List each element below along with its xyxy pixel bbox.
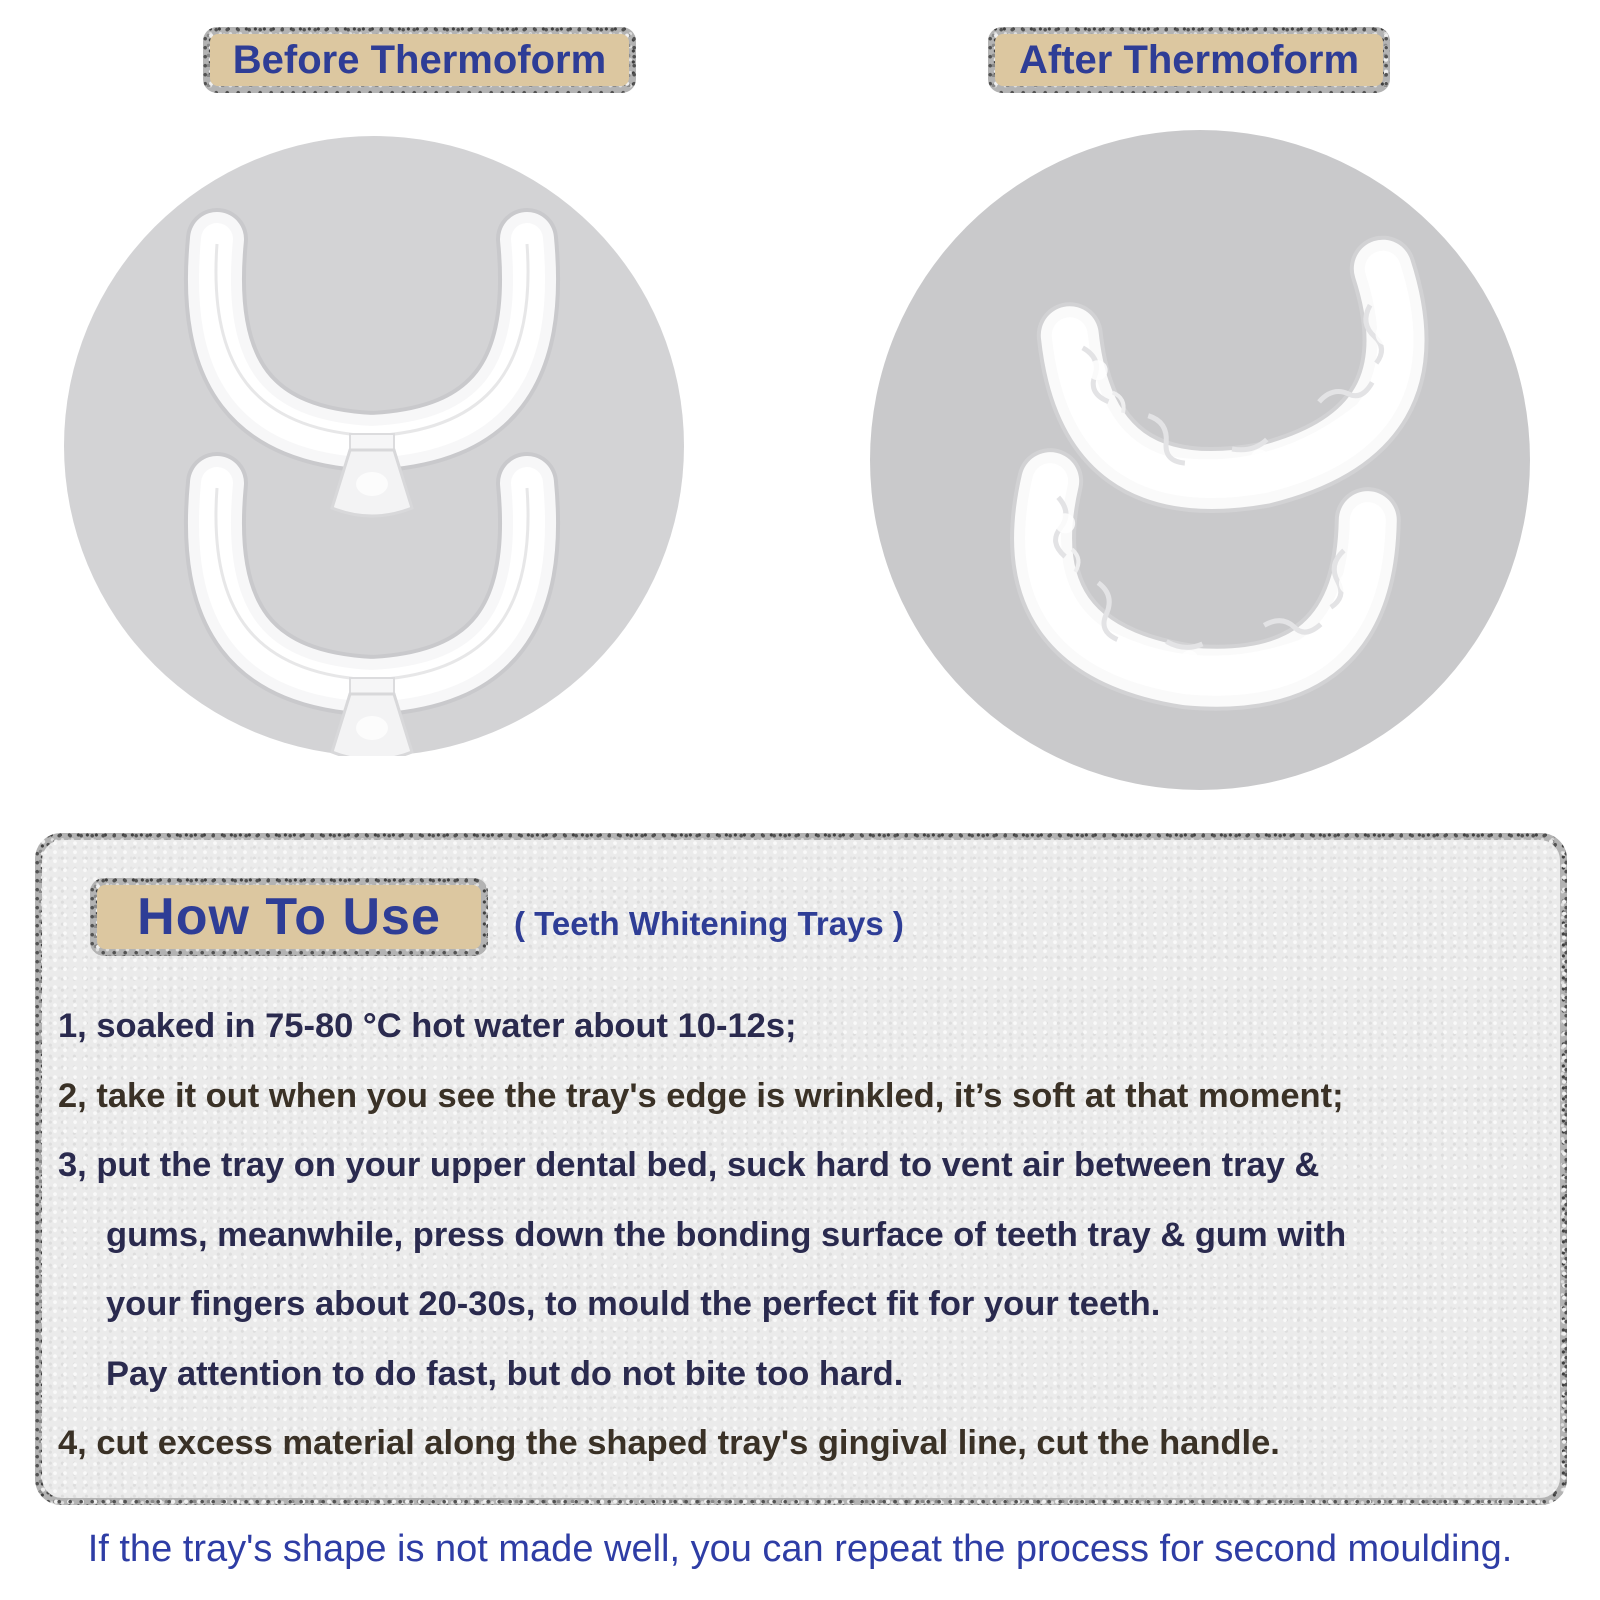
how-to-use-title: How To Use: [97, 885, 481, 949]
how-to-use-panel: [35, 833, 1567, 1505]
after-trays-illustration: [870, 130, 1530, 790]
repeat-process-note: If the tray's shape is not made well, you can repeat the process for second moulding.: [87, 1528, 1513, 1570]
instruction-step: 2, take it out when you see the tray's edge is wrinkled, it’s soft at that moment;: [58, 1076, 1344, 1115]
after-thermoform-label-text: After Thermoform: [995, 34, 1383, 86]
instruction-step: 3, put the tray on your upper dental bed, suck hard to vent air between tray &: [58, 1146, 1320, 1184]
before-trays-photo: [64, 136, 684, 756]
how-to-use-panel-body: [42, 840, 1560, 1498]
instruction-step: 4, cut excess material along the shaped tray's gingival line, cut the handle.: [58, 1424, 1280, 1462]
how-to-use-header: [90, 878, 904, 956]
how-to-use-subtitle: ( Teeth Whitening Trays ): [514, 905, 904, 942]
before-thermoform-label: [203, 27, 636, 93]
how-to-use-title-badge: [90, 878, 488, 956]
before-trays-illustration: [64, 136, 684, 756]
instruction-step: gums, meanwhile, press down the bonding surface of teeth tray & gum with: [106, 1215, 1347, 1254]
instruction-step: your fingers about 20-30s, to mould the perfect fit for your teeth.: [106, 1285, 1161, 1323]
instruction-step: 1, soaked in 75-80 °C hot water about 10-12s;: [58, 1007, 797, 1045]
after-trays-photo: [870, 130, 1530, 790]
after-thermoform-label: [988, 27, 1390, 93]
instruction-step: Pay attention to do fast, but do not bite too hard.: [106, 1354, 904, 1393]
before-thermoform-label-text: Before Thermoform: [210, 34, 629, 86]
instruction-steps: [58, 992, 1558, 1479]
